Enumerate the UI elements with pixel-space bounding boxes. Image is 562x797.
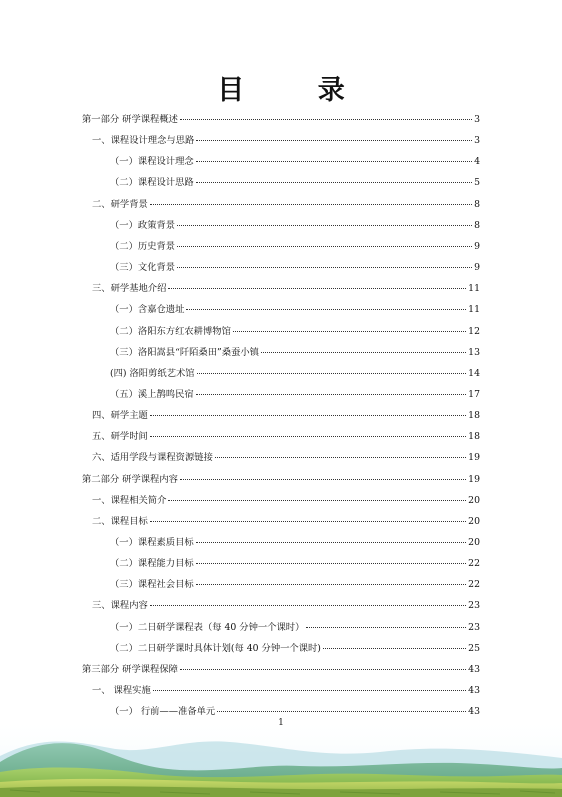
toc-entry[interactable] bbox=[110, 347, 480, 359]
toc-leader-dots bbox=[186, 308, 466, 310]
toc-entry[interactable] bbox=[110, 177, 480, 189]
toc-entry-label: （二）洛阳东方红农耕博物馆 bbox=[110, 325, 231, 337]
toc-entry-page: 20 bbox=[468, 515, 480, 527]
toc-entry-page: 43 bbox=[468, 663, 480, 675]
toc-entry-label: （一）政策背景 bbox=[110, 219, 176, 231]
toc-entry-page: 11 bbox=[468, 304, 480, 316]
toc-entry[interactable] bbox=[110, 304, 480, 316]
toc-entry[interactable] bbox=[92, 685, 480, 697]
toc-entry-page: 8 bbox=[474, 198, 480, 210]
toc-leader-dots bbox=[196, 562, 466, 564]
toc-entry[interactable] bbox=[110, 368, 480, 380]
toc-entry-page: 5 bbox=[474, 177, 480, 189]
toc-entry-page: 22 bbox=[468, 579, 480, 591]
toc-leader-dots bbox=[150, 203, 472, 205]
toc-entry-label: 五、研学时间 bbox=[92, 431, 148, 443]
toc-leader-dots bbox=[150, 604, 466, 606]
toc-leader-dots bbox=[153, 689, 466, 691]
toc-leader-dots bbox=[196, 583, 466, 585]
toc-leader-dots bbox=[150, 520, 466, 522]
toc-entry-label: （一）含嘉仓遗址 bbox=[110, 304, 185, 316]
toc-leader-dots bbox=[196, 181, 472, 183]
toc-leader-dots bbox=[217, 710, 466, 712]
toc-entry-page: 22 bbox=[468, 558, 480, 570]
toc-entry-page: 3 bbox=[474, 114, 480, 125]
toc-leader-dots bbox=[177, 245, 472, 247]
toc-entry-page: 18 bbox=[468, 431, 480, 443]
toc-entry[interactable] bbox=[92, 410, 480, 422]
toc-entry-label: 第二部分 研学课程内容 bbox=[82, 473, 178, 485]
toc-entry-label: 第一部分 研学课程概述 bbox=[82, 114, 178, 125]
toc-entry-page: 20 bbox=[468, 494, 480, 506]
toc-entry[interactable] bbox=[92, 135, 480, 147]
toc-entry[interactable] bbox=[92, 199, 480, 211]
toc-entry-page: 11 bbox=[468, 283, 480, 295]
toc-entry[interactable] bbox=[110, 326, 480, 338]
toc-entry-label: （五）溪上鹊鸣民宿 bbox=[110, 388, 194, 400]
toc-leader-dots bbox=[196, 541, 466, 543]
toc-entry[interactable] bbox=[92, 495, 480, 507]
toc-entry[interactable] bbox=[110, 558, 480, 570]
landscape-illustration bbox=[0, 718, 562, 797]
toc-entry[interactable] bbox=[110, 262, 480, 274]
toc-leader-dots bbox=[177, 224, 472, 226]
toc-entry[interactable] bbox=[110, 156, 480, 168]
toc-entry-label: 三、课程内容 bbox=[92, 600, 148, 612]
toc-entry-label: 第三部分 研学课程保障 bbox=[82, 663, 178, 675]
toc-entry-page: 43 bbox=[468, 706, 480, 718]
toc-leader-dots bbox=[233, 330, 466, 332]
toc-entry[interactable] bbox=[110, 537, 480, 549]
toc-leader-dots bbox=[196, 160, 472, 162]
toc-entry-page: 20 bbox=[468, 537, 480, 548]
toc-entry-page: 23 bbox=[468, 621, 480, 633]
toc-entry-label: （二）课程设计思路 bbox=[110, 177, 194, 189]
toc-entry[interactable] bbox=[110, 241, 480, 253]
toc-entry-label: 四、研学主题 bbox=[92, 410, 148, 422]
toc-entry-page: 19 bbox=[468, 473, 480, 485]
toc-leader-dots bbox=[261, 351, 466, 353]
toc-entry-page: 17 bbox=[468, 388, 480, 400]
toc-entry[interactable] bbox=[92, 283, 480, 295]
toc-entry[interactable] bbox=[110, 643, 480, 655]
toc-entry-label: 三、研学基地介绍 bbox=[92, 283, 167, 295]
toc-leader-dots bbox=[196, 139, 472, 141]
toc-entry-label: 一、课程相关简介 bbox=[92, 494, 167, 506]
toc-entry[interactable] bbox=[82, 114, 480, 126]
toc-entry[interactable] bbox=[82, 474, 480, 486]
toc-leader-dots bbox=[196, 393, 466, 395]
toc-entry-label: （三）洛阳嵩县“阡陌桑田”桑蚕小镇 bbox=[110, 346, 259, 358]
toc-entry-label: （一）课程素质目标 bbox=[110, 537, 194, 548]
toc-entry-label: （一）课程设计理念 bbox=[110, 156, 194, 168]
toc-leader-dots bbox=[150, 414, 466, 416]
toc-entry-label: (四) 洛阳剪纸艺术馆 bbox=[110, 367, 195, 379]
toc-entry-page: 3 bbox=[474, 135, 480, 147]
toc-entry-label: 一、 课程实施 bbox=[92, 685, 151, 697]
toc-entry[interactable] bbox=[110, 622, 480, 634]
toc-entry[interactable] bbox=[92, 452, 480, 464]
toc-entry-label: （一）二日研学课程表（每 40 分钟一个课时） bbox=[110, 621, 305, 633]
toc-entry-label: 二、研学背景 bbox=[92, 198, 148, 210]
toc-entry[interactable] bbox=[110, 579, 480, 591]
toc-entry-label: （二）二日研学课时具体计划(每 40 分钟一个课时) bbox=[110, 642, 321, 654]
toc-leader-dots bbox=[177, 266, 472, 268]
toc-entry-label: 一、课程设计理念与思路 bbox=[92, 135, 195, 147]
toc-leader-dots bbox=[306, 626, 466, 628]
page-title: 目 录 bbox=[217, 75, 377, 106]
toc-entry[interactable] bbox=[82, 664, 480, 676]
toc-entry-label: （一） 行前——准备单元 bbox=[110, 706, 216, 718]
toc-entry-label: （二）历史背景 bbox=[110, 240, 176, 252]
toc-leader-dots bbox=[180, 118, 472, 120]
toc-entry-label: 六、适用学段与课程资源链接 bbox=[92, 452, 213, 464]
toc-leader-dots bbox=[180, 668, 466, 670]
toc-entry[interactable] bbox=[92, 600, 480, 612]
toc-entry-label: （三）文化背景 bbox=[110, 262, 176, 274]
toc-entry-page: 23 bbox=[468, 600, 480, 612]
toc-leader-dots bbox=[215, 456, 466, 458]
toc-entry-page: 19 bbox=[468, 452, 480, 464]
toc-entry-label: （二）课程能力目标 bbox=[110, 558, 194, 570]
toc-leader-dots bbox=[168, 499, 466, 501]
toc-entry[interactable] bbox=[110, 389, 480, 401]
toc-entry-page: 9 bbox=[474, 240, 480, 252]
toc-entry[interactable] bbox=[110, 706, 480, 718]
toc-leader-dots bbox=[197, 372, 467, 374]
toc-entry-label: （三）课程社会目标 bbox=[110, 579, 194, 591]
toc-entry-page: 25 bbox=[468, 642, 480, 654]
toc-leader-dots bbox=[150, 435, 466, 437]
toc-entry-label: 二、课程目标 bbox=[92, 515, 148, 527]
toc-entry-page: 14 bbox=[468, 367, 480, 379]
toc-entry-page: 13 bbox=[468, 346, 480, 358]
toc-leader-dots bbox=[180, 478, 466, 480]
toc-entry[interactable] bbox=[92, 516, 480, 528]
toc-leader-dots bbox=[323, 647, 466, 649]
toc-entry-page: 12 bbox=[468, 325, 480, 337]
toc-entry-page: 9 bbox=[474, 262, 480, 274]
toc-entry-page: 43 bbox=[468, 685, 480, 697]
toc-entry[interactable] bbox=[92, 431, 480, 443]
toc-entry-page: 8 bbox=[474, 219, 480, 231]
toc-leader-dots bbox=[168, 287, 466, 289]
toc-entry-page: 4 bbox=[474, 156, 480, 168]
toc-entry[interactable] bbox=[110, 220, 480, 232]
toc-entry-page: 18 bbox=[468, 410, 480, 422]
